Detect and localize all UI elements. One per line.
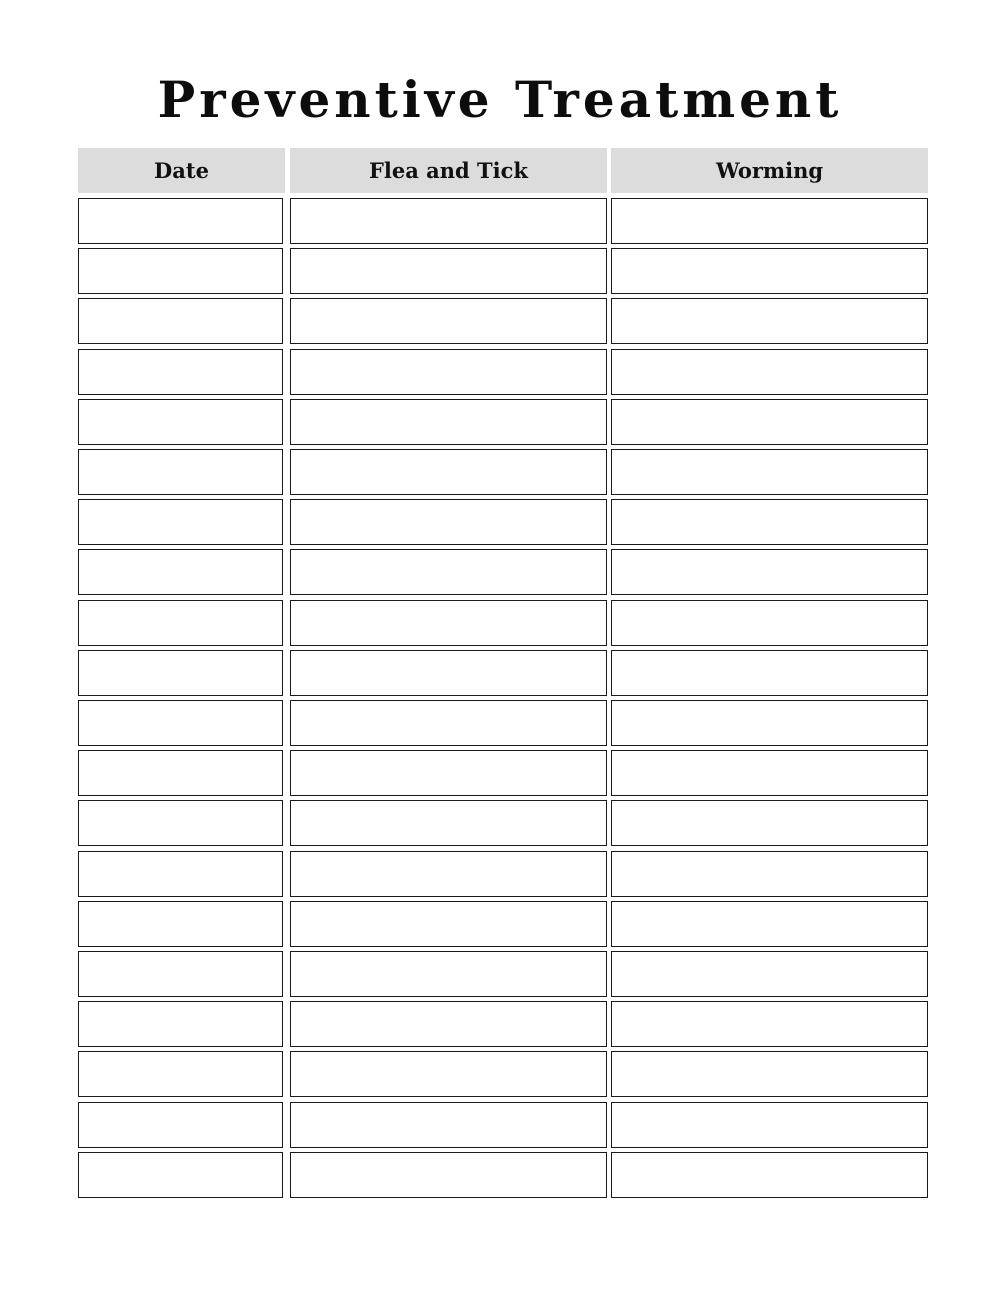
column-header-date: Date bbox=[78, 148, 285, 193]
worming-cell[interactable] bbox=[611, 198, 928, 244]
flea-and-tick-cell[interactable] bbox=[290, 600, 607, 646]
date-cell[interactable] bbox=[78, 951, 283, 997]
column-header-worming: Worming bbox=[611, 148, 928, 193]
flea-and-tick-cell[interactable] bbox=[290, 1102, 607, 1148]
date-cell[interactable] bbox=[78, 901, 283, 947]
worming-cell[interactable] bbox=[611, 750, 928, 796]
worming-cell[interactable] bbox=[611, 800, 928, 846]
date-cell[interactable] bbox=[78, 1051, 283, 1097]
date-cell[interactable] bbox=[78, 349, 283, 395]
worming-cell[interactable] bbox=[611, 700, 928, 746]
flea-and-tick-cell[interactable] bbox=[290, 1051, 607, 1097]
worming-cell[interactable] bbox=[611, 1001, 928, 1047]
flea-and-tick-cell[interactable] bbox=[290, 1152, 607, 1198]
flea-and-tick-cell[interactable] bbox=[290, 951, 607, 997]
worming-cell[interactable] bbox=[611, 399, 928, 445]
worming-cell[interactable] bbox=[611, 298, 928, 344]
worming-cell[interactable] bbox=[611, 1152, 928, 1198]
flea-and-tick-cell[interactable] bbox=[290, 198, 607, 244]
worming-cell[interactable] bbox=[611, 248, 928, 294]
flea-and-tick-cell[interactable] bbox=[290, 650, 607, 696]
flea-and-tick-cell[interactable] bbox=[290, 800, 607, 846]
worming-cell[interactable] bbox=[611, 851, 928, 897]
flea-and-tick-cell[interactable] bbox=[290, 901, 607, 947]
flea-and-tick-cell[interactable] bbox=[290, 1001, 607, 1047]
date-cell[interactable] bbox=[78, 449, 283, 495]
worming-cell[interactable] bbox=[611, 499, 928, 545]
date-cell[interactable] bbox=[78, 399, 283, 445]
date-cell[interactable] bbox=[78, 499, 283, 545]
date-cell[interactable] bbox=[78, 851, 283, 897]
worming-cell[interactable] bbox=[611, 951, 928, 997]
flea-and-tick-cell[interactable] bbox=[290, 298, 607, 344]
flea-and-tick-cell[interactable] bbox=[290, 399, 607, 445]
worming-cell[interactable] bbox=[611, 449, 928, 495]
date-cell[interactable] bbox=[78, 298, 283, 344]
page-title: Preventive Treatment bbox=[157, 70, 843, 129]
worming-cell[interactable] bbox=[611, 1051, 928, 1097]
worming-cell[interactable] bbox=[611, 349, 928, 395]
date-cell[interactable] bbox=[78, 650, 283, 696]
flea-and-tick-cell[interactable] bbox=[290, 449, 607, 495]
worming-cell[interactable] bbox=[611, 1102, 928, 1148]
column-header-flea-and-tick: Flea and Tick bbox=[290, 148, 607, 193]
date-cell[interactable] bbox=[78, 1152, 283, 1198]
date-cell[interactable] bbox=[78, 1102, 283, 1148]
date-cell[interactable] bbox=[78, 549, 283, 595]
date-cell[interactable] bbox=[78, 700, 283, 746]
flea-and-tick-cell[interactable] bbox=[290, 750, 607, 796]
worming-cell[interactable] bbox=[611, 650, 928, 696]
date-cell[interactable] bbox=[78, 248, 283, 294]
date-cell[interactable] bbox=[78, 600, 283, 646]
flea-and-tick-cell[interactable] bbox=[290, 349, 607, 395]
worming-cell[interactable] bbox=[611, 600, 928, 646]
flea-and-tick-cell[interactable] bbox=[290, 851, 607, 897]
worming-cell[interactable] bbox=[611, 901, 928, 947]
flea-and-tick-cell[interactable] bbox=[290, 248, 607, 294]
date-cell[interactable] bbox=[78, 800, 283, 846]
flea-and-tick-cell[interactable] bbox=[290, 700, 607, 746]
date-cell[interactable] bbox=[78, 750, 283, 796]
worming-cell[interactable] bbox=[611, 549, 928, 595]
date-cell[interactable] bbox=[78, 1001, 283, 1047]
flea-and-tick-cell[interactable] bbox=[290, 499, 607, 545]
flea-and-tick-cell[interactable] bbox=[290, 549, 607, 595]
date-cell[interactable] bbox=[78, 198, 283, 244]
